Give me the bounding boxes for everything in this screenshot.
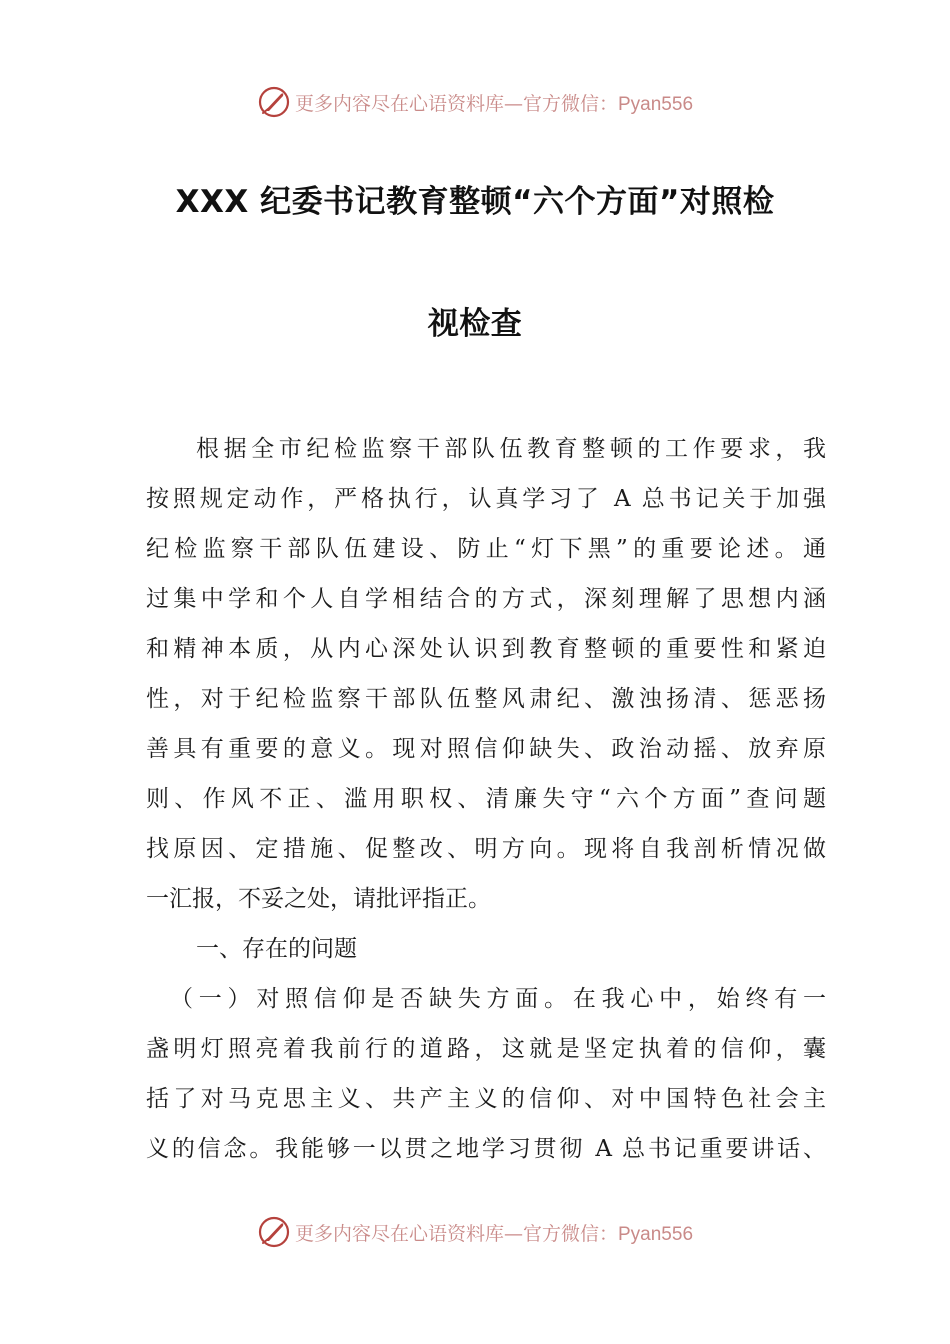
watermark-banner-bottom [0, 1212, 950, 1252]
body-line: 盏明灯照亮着我前行的道路，这就是坚定执着的信仰，囊 [146, 1036, 826, 1062]
body-line: 义的信念。我能够一以贯之地学习贯彻 A 总书记重要讲话、 [146, 1136, 826, 1162]
body-line: 根据全市纪检监察干部队伍教育整顿的工作要求，我 [196, 436, 826, 462]
body-line: 按照规定动作，严格执行，认真学习了 A 总书记关于加强 [146, 486, 826, 512]
body-line: 性，对于纪检监察干部队伍整风肃纪、激浊扬清、惩恶扬 [146, 686, 826, 712]
document-title-line-1: XXX 纪委书记教育整顿“六个方面”对照检 [175, 184, 775, 220]
section-heading: 一、存在的问题 [196, 936, 357, 962]
quill-pen-logo-icon [257, 85, 291, 119]
body-line: 过集中学和个人自学相结合的方式，深刻理解了思想内涵 [146, 586, 826, 612]
body-line: 找原因、定措施、促整改、明方向。现将自我剖析情况做 [146, 836, 826, 862]
subsection-line: （一）对照信仰是否缺失方面。在我心中，始终有一 [170, 986, 826, 1012]
body-line: 则、作风不正、滥用职权、清廉失守“六个方面”查问题 [146, 786, 826, 812]
body-line: 和精神本质，从内心深处认识到教育整顿的重要性和紧迫 [146, 636, 826, 662]
body-line: 纪检监察干部队伍建设、防止“灯下黑”的重要论述。通 [146, 536, 826, 562]
wechat-id: Pyan556 [618, 1223, 694, 1245]
body-line: 善具有重要的意义。现对照信仰缺失、政治动摇、放弃原 [146, 736, 826, 762]
document-title-line-2: 视检查 [427, 306, 523, 342]
watermark-banner-top [0, 82, 950, 122]
body-line: 一汇报，不妥之处，请批评指正。 [146, 886, 491, 912]
body-line: 括了对马克思主义、共产主义的信仰、对中国特色社会主 [146, 1086, 826, 1112]
quill-pen-logo-icon [257, 1215, 291, 1249]
watermark-text: 更多内容尽在心语资料库—官方微信：Pyan556 [294, 92, 694, 115]
wechat-id: Pyan556 [618, 93, 694, 115]
watermark-text: 更多内容尽在心语资料库—官方微信：Pyan556 [294, 1222, 694, 1245]
